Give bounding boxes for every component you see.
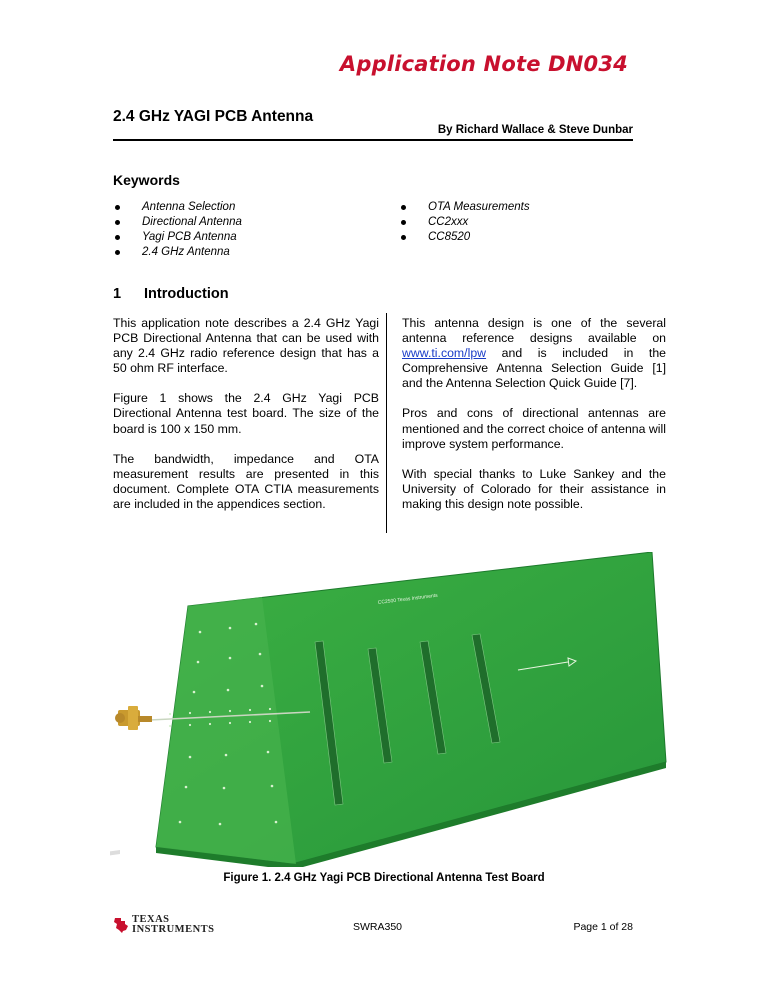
keywords-list-left bbox=[113, 200, 242, 260]
paragraph: The bandwidth, impedance and OTA measurement results are presented in this document. Complete OTA CTIA measurements are included in the appendices section. bbox=[113, 451, 379, 511]
keyword-item: OTA Measurements bbox=[399, 200, 530, 215]
ti-lpw-link[interactable]: www.ti.com/lpw bbox=[402, 346, 487, 361]
paragraph: Figure 1 shows the 2.4 GHz Yagi PCB Directional Antenna test board. The size of the board is 100 x 150 mm. bbox=[113, 391, 379, 436]
ti-logo-line1: TEXAS bbox=[132, 914, 170, 925]
texas-instruments-logo bbox=[113, 915, 215, 935]
keyword-item: CC2xxx bbox=[399, 215, 530, 230]
paragraph-text: This antenna design is one of the several antenna reference designs available on bbox=[402, 316, 666, 346]
paragraph: With special thanks to Luke Sankey and the University of Colorado for their assistance in making this design note possible. bbox=[402, 466, 666, 511]
paragraph-text: and is included in the Comprehensive Antenna Selection Guide [1] and the Antenna Selection Quick Guide [7]. bbox=[402, 346, 666, 391]
sma-connector-icon bbox=[115, 706, 152, 730]
intro-left-column bbox=[113, 316, 379, 527]
column-divider bbox=[386, 313, 387, 533]
keyword-item: 2.4 GHz Antenna bbox=[113, 245, 242, 260]
keywords-heading: Keywords bbox=[113, 172, 180, 188]
ti-logo-line2: INSTRUMENTS bbox=[132, 924, 215, 935]
keywords-list-right bbox=[399, 200, 530, 245]
intro-right-column bbox=[402, 316, 666, 527]
authors-line: By Richard Wallace & Steve Dunbar bbox=[437, 124, 633, 136]
application-note-title: Application Note DN034 bbox=[339, 52, 628, 76]
section-heading-introduction bbox=[113, 286, 229, 302]
paragraph: This application note describes a 2.4 GHz Yagi PCB Directional Antenna that can be used with any 2.4 GHz radio reference design that has a 50 ohm RF interface. bbox=[113, 316, 379, 376]
document-code: SWRA350 bbox=[353, 921, 403, 933]
paragraph: Pros and cons of directional antennas are mentioned and the correct choice of antenna will improve system performance. bbox=[402, 406, 666, 451]
yagi-antenna-board-photo bbox=[110, 552, 670, 867]
section-title: Introduction bbox=[144, 286, 229, 302]
ti-state-icon bbox=[113, 917, 129, 934]
section-number: 1 bbox=[113, 286, 122, 302]
keyword-item: Directional Antenna bbox=[113, 215, 242, 230]
paragraph bbox=[402, 316, 666, 391]
keyword-item: Yagi PCB Antenna bbox=[113, 230, 242, 245]
board-silkscreen-label: CC2500 Texas Instruments bbox=[377, 592, 439, 606]
ti-logo-text bbox=[132, 915, 215, 935]
keyword-item: CC8520 bbox=[399, 230, 530, 245]
page-number: Page 1 of 28 bbox=[573, 921, 633, 933]
keyword-item: Antenna Selection bbox=[113, 200, 242, 215]
document-title: 2.4 GHz YAGI PCB Antenna bbox=[113, 108, 314, 125]
title-rule bbox=[113, 139, 633, 141]
figure-caption: Figure 1. 2.4 GHz Yagi PCB Directional Antenna Test Board bbox=[223, 872, 545, 884]
